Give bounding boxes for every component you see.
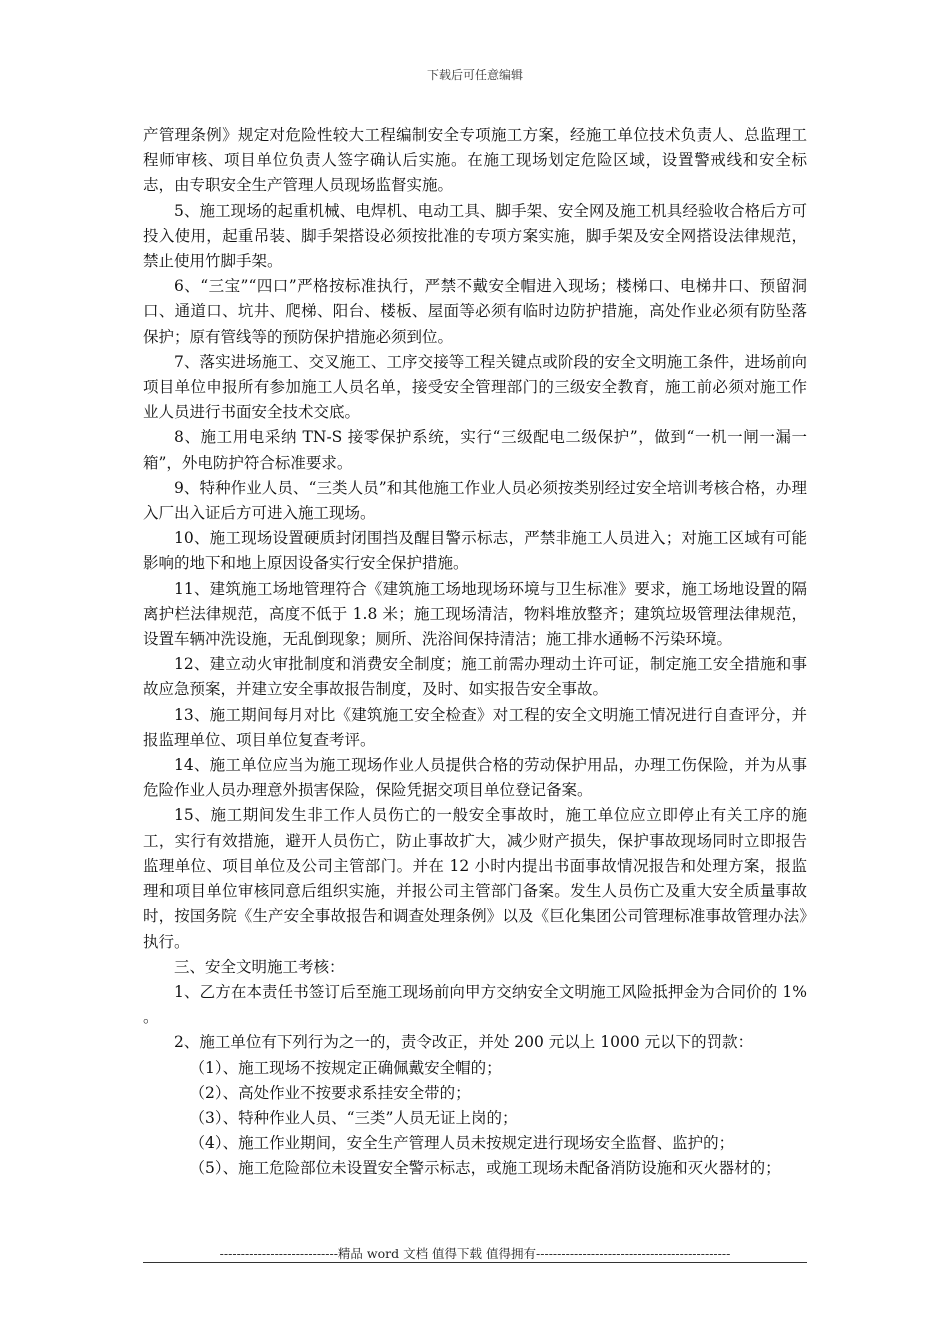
paragraph-item-7: 7、落实进场施工、交叉施工、工序交接等工程关键点或阶段的安全文明施工条件，进场前向项目单位申报所有参加施工人员名单，接受安全管理部门的三级安全教育，施工前必须对施工作业人员进行书面安全技术交底。: [143, 352, 807, 422]
paragraph-item-14: 14、施工单位应当为施工现场作业人员提供合格的劳动保护用品，办理工伤保险，并为从事危险作业人员办理意外损害保险，保险凭据交项目单位登记备案。: [143, 756, 807, 800]
paragraph-assessment-2: 2、施工单位有下列行为之一的，责令改正，并处 200 元以上 1000 元以下的罚款：: [174, 1033, 754, 1052]
sub-item-3: （3）、特种作业人员、“三类”人员无证上岗的；: [189, 1108, 518, 1127]
paragraph-item-12: 12、建立动火审批制度和消费安全制度；施工前需办理动土许可证，制定施工安全措施和事故应急预案，并建立安全事故报告制度，及时、如实报告安全事故。: [143, 655, 807, 699]
page-header: 下载后可任意编辑: [426, 68, 523, 82]
sub-item-1: （1）、施工现场不按规定正确佩戴安全帽的；: [189, 1058, 502, 1077]
paragraph-item-15: 15、施工期间发生非工作人员伤亡的一般安全事故时，施工单位应立即停止有关工序的施工，实行有效措施，避开人员伤亡，防止事故扩大，减少财产损失，保护事故现场同时立即报告监理单位、项目单位及公司主管部门。并在 12 小时内提出书面事故情况报告和处理方案，报监理和项目单位审核同意后组织实施，并报公司主管部门备案。发生人员伤亡及重大安全质量事故时，按国务院《生产安全事故报告和调查处理条例》以及《巨化集团公司管理标准事故管理办法》执行。: [143, 806, 807, 951]
paragraph-item-6: 6、“三宝”“四口”严格按标准执行，严禁不戴安全帽进入现场；楼梯口、电梯井口、预留洞口、通道口、坑井、爬梯、阳台、楼板、屋面等必须有临时边防护措施，高处作业必须有防坠落保护；原有管线等的预防保护措施必须到位。: [143, 277, 807, 346]
paragraph-item-13: 13、施工期间每月对比《建筑施工安全检查》对工程的安全文明施工情况进行自查评分，并报监理单位、项目单位复查考评。: [143, 705, 807, 749]
sub-item-4: （4）、施工作业期间，安全生产管理人员未按规定进行现场安全监督、监护的；: [189, 1134, 735, 1153]
paragraph-continuation: 产管理条例》规定对危险性较大工程编制安全专项施工方案，经施工单位技术负责人、总监理工程师审核、项目单位负责人签字确认后实施。在施工现场划定危险区域，设置警戒线和安全标志，由专职安全生产管理人员现场监督实施。: [143, 126, 807, 195]
page-footer: ----------------------------精品 word 文档 值得下载 值得拥有----------------------------------------------: [219, 1246, 731, 1261]
sub-item-2: （2）、高处作业不按要求系挂安全带的；: [189, 1083, 471, 1102]
paragraph-assessment-1: 1、乙方在本责任书签订后至施工现场前向甲方交纳安全文明施工风险抵押金为合同价的 1% 。: [143, 982, 807, 1027]
section-heading-3: 三、安全文明施工考核：: [174, 957, 345, 976]
sub-item-5: （5）、施工危险部位未设置安全警示标志，或施工现场未配备消防设施和灭火器材的；: [189, 1159, 781, 1178]
paragraph-item-9: 9、特种作业人员、“三类人员”和其他施工作业人员必须按类别经过安全培训考核合格，办理入厂出入证后方可进入施工现场。: [143, 478, 807, 523]
paragraph-item-5: 5、施工现场的起重机械、电焊机、电动工具、脚手架、安全网及施工机具经验收合格后方可投入使用，起重吊装、脚手架搭设必须按批准的专项方案实施，脚手架及安全网搭设法律规范，禁止使用竹脚手架。: [143, 201, 807, 271]
footer-rule: [143, 1262, 807, 1263]
paragraph-item-10: 10、施工现场设置硬质封闭围挡及醒目警示标志，严禁非施工人员进入；对施工区域有可能影响的地下和地上原因设备实行安全保护措施。: [143, 529, 807, 573]
document-body: [143, 123, 807, 1182]
paragraph-item-11: 11、建筑施工场地管理符合《建筑施工场地现场环境与卫生标准》要求，施工场地设置的隔离护栏法律规范，高度不低于 1.8 米；施工现场清洁，物料堆放整齐；建筑垃圾管理法律规范，设置车辆冲洗设施，无乱倒现象；厕所、洗浴间保持清洁；施工排水通畅不污染环境。: [143, 579, 807, 649]
paragraph-item-8: 8、施工用电采纳 TN-S 接零保护系统，实行“三级配电二级保护”，做到“一机一闸一漏一箱”，外电防护符合标准要求。: [143, 428, 807, 472]
